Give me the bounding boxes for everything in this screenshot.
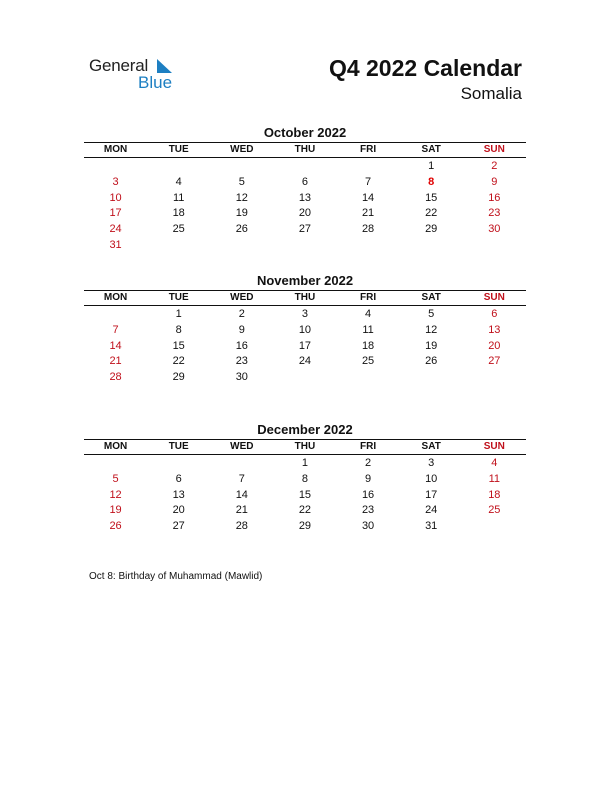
day-cell: 17 xyxy=(109,207,122,220)
week-row xyxy=(84,502,526,518)
day-cell: 11 xyxy=(172,191,185,204)
day-cell: 24 xyxy=(425,504,438,517)
day-cell: 12 xyxy=(235,191,248,204)
day-cell: 13 xyxy=(488,323,501,336)
day-cell: 1 xyxy=(301,457,308,469)
day-cell: 13 xyxy=(172,488,185,501)
country-name: Somalia xyxy=(460,84,522,103)
day-cell: 26 xyxy=(425,355,438,368)
weekday-label: SUN xyxy=(483,292,505,303)
day-cell: 5 xyxy=(238,175,245,188)
week-row xyxy=(84,322,526,338)
empty-day-cell xyxy=(84,306,147,322)
empty-day-cell xyxy=(273,158,336,174)
logo-general-text: General xyxy=(89,56,149,75)
empty-day-cell xyxy=(337,158,400,174)
day-cell: 28 xyxy=(235,520,248,533)
day-cell: 4 xyxy=(175,175,182,188)
day-cell: 9 xyxy=(365,472,372,485)
day-cell: 2 xyxy=(365,457,372,469)
weekday-label: SUN xyxy=(483,441,505,452)
weekday-label: WED xyxy=(230,292,254,303)
empty-day-cell xyxy=(337,369,400,385)
week-row xyxy=(84,353,526,369)
generalblue-logo xyxy=(89,56,209,96)
day-cell: 21 xyxy=(361,207,375,220)
empty-day-cell xyxy=(273,237,336,253)
day-cell: 11 xyxy=(488,472,501,485)
empty-day-cell xyxy=(84,455,147,471)
day-cell: 5 xyxy=(112,472,119,485)
day-cell: 25 xyxy=(361,355,375,368)
day-cell: 6 xyxy=(175,472,182,485)
day-cell: 31 xyxy=(425,520,438,533)
empty-day-cell xyxy=(463,369,526,385)
month-december xyxy=(84,421,526,534)
day-cell: 19 xyxy=(235,207,248,220)
day-cell: 26 xyxy=(109,520,122,533)
day-cell: 10 xyxy=(425,472,438,485)
day-cell: 31 xyxy=(109,238,122,251)
day-cell: 7 xyxy=(365,175,372,188)
day-cell: 19 xyxy=(425,339,438,352)
day-cell: 15 xyxy=(172,339,185,352)
day-cell: 12 xyxy=(425,323,438,336)
day-cell: 15 xyxy=(425,191,438,204)
weekday-label: TUE xyxy=(168,292,189,303)
day-cell: 27 xyxy=(172,520,185,533)
empty-day-cell xyxy=(273,369,336,385)
weekday-header xyxy=(84,439,526,455)
day-cell: 25 xyxy=(172,223,185,236)
empty-day-cell xyxy=(147,237,210,253)
month-title: November 2022 xyxy=(256,273,354,288)
day-cell: 2 xyxy=(238,308,245,320)
day-cell: 23 xyxy=(488,207,501,220)
weekday-label: SUN xyxy=(483,144,505,155)
weekday-label: MON xyxy=(103,292,128,303)
weekday-label: MON xyxy=(103,441,128,452)
day-cell: 19 xyxy=(109,504,122,517)
day-cell: 18 xyxy=(172,207,185,220)
week-row xyxy=(84,338,526,354)
day-cell: 29 xyxy=(425,223,438,236)
week-row xyxy=(84,205,526,221)
empty-day-cell xyxy=(210,158,273,174)
day-cell: 27 xyxy=(298,223,312,236)
week-row xyxy=(84,174,526,190)
day-cell: 9 xyxy=(491,175,498,188)
day-cell: 6 xyxy=(491,308,498,320)
weekday-label: SAT xyxy=(421,441,441,452)
week-row xyxy=(84,158,526,174)
page-title: Q4 2022 Calendar xyxy=(328,55,522,81)
month-title: December 2022 xyxy=(257,422,353,437)
day-cell: 30 xyxy=(488,223,501,236)
week-row xyxy=(84,237,526,253)
logo-blue-text: Blue xyxy=(138,73,173,92)
month-title: October 2022 xyxy=(263,125,347,140)
holiday-note: Oct 8: Birthday of Muhammad (Mawlid) xyxy=(89,571,263,582)
empty-day-cell xyxy=(84,158,147,174)
day-cell: 13 xyxy=(298,191,312,204)
weekday-label: WED xyxy=(230,441,254,452)
day-cell: 30 xyxy=(361,520,375,533)
day-cell: 1 xyxy=(428,160,435,172)
day-cell: 4 xyxy=(491,457,498,469)
weekday-header xyxy=(84,142,526,158)
day-cell: 6 xyxy=(301,175,308,188)
day-cell: 3 xyxy=(112,175,119,188)
month-october xyxy=(84,124,526,253)
day-cell: 16 xyxy=(361,488,375,501)
day-cell: 29 xyxy=(172,371,185,384)
day-cell: 1 xyxy=(175,308,182,320)
day-cell: 7 xyxy=(112,323,119,336)
day-cell: 2 xyxy=(491,160,498,172)
weekday-label: SAT xyxy=(421,144,441,155)
day-cell: 23 xyxy=(361,504,375,517)
day-cell: 28 xyxy=(361,223,375,236)
day-cell: 9 xyxy=(238,323,245,336)
weekday-label: THU xyxy=(294,441,316,452)
day-cell: 3 xyxy=(428,457,435,469)
weekday-header xyxy=(84,290,526,306)
empty-day-cell xyxy=(147,158,210,174)
empty-day-cell xyxy=(463,518,526,534)
day-cell: 8 xyxy=(175,323,182,336)
empty-day-cell xyxy=(147,455,210,471)
day-cell: 14 xyxy=(361,191,375,204)
week-row xyxy=(84,369,526,385)
day-cell: 22 xyxy=(298,504,312,517)
day-cell: 18 xyxy=(361,339,375,352)
day-cell: 16 xyxy=(235,339,248,352)
empty-day-cell xyxy=(337,237,400,253)
day-cell: 14 xyxy=(235,488,248,501)
weekday-label: MON xyxy=(103,144,128,155)
day-cell: 12 xyxy=(109,488,122,501)
day-cell: 3 xyxy=(301,308,308,320)
day-cell: 20 xyxy=(298,207,312,220)
weekday-label: TUE xyxy=(168,441,189,452)
day-cell: 29 xyxy=(298,520,312,533)
day-cell: 5 xyxy=(428,308,435,320)
day-cell: 17 xyxy=(298,339,312,352)
day-cell: 7 xyxy=(238,472,245,485)
weekday-label: WED xyxy=(230,144,254,155)
weekday-label: FRI xyxy=(360,144,377,155)
day-cell: 17 xyxy=(425,488,438,501)
day-cell: 14 xyxy=(109,339,122,352)
empty-day-cell xyxy=(210,237,273,253)
weekday-label: TUE xyxy=(168,144,189,155)
empty-day-cell xyxy=(400,237,463,253)
empty-day-cell xyxy=(400,369,463,385)
week-row xyxy=(84,487,526,503)
day-cell: 30 xyxy=(235,371,248,384)
day-cell: 22 xyxy=(425,207,438,220)
day-cell: 15 xyxy=(298,488,312,501)
day-cell: 10 xyxy=(109,191,122,204)
day-cell: 23 xyxy=(235,355,248,368)
day-cell: 21 xyxy=(109,355,122,368)
day-cell: 20 xyxy=(172,504,185,517)
empty-day-cell xyxy=(210,455,273,471)
day-cell: 20 xyxy=(488,339,501,352)
weekday-label: FRI xyxy=(360,441,377,452)
day-cell: 10 xyxy=(298,323,312,336)
month-november xyxy=(84,272,526,385)
week-row xyxy=(84,221,526,237)
day-cell: 28 xyxy=(109,371,122,384)
day-cell: 16 xyxy=(488,191,501,204)
week-row xyxy=(84,190,526,206)
week-row xyxy=(84,518,526,534)
day-cell: 22 xyxy=(172,355,185,368)
day-cell: 21 xyxy=(235,504,248,517)
week-row xyxy=(84,471,526,487)
day-cell: 18 xyxy=(488,488,501,501)
empty-day-cell xyxy=(463,237,526,253)
day-cell: 26 xyxy=(235,223,248,236)
logo-triangle-icon xyxy=(156,59,172,73)
day-cell: 27 xyxy=(488,355,501,368)
weekday-label: THU xyxy=(294,292,316,303)
weekday-label: THU xyxy=(294,144,316,155)
day-cell: 24 xyxy=(298,355,312,368)
day-cell: 25 xyxy=(488,504,501,517)
day-cell: 8 xyxy=(428,175,435,188)
weekday-label: SAT xyxy=(421,292,441,303)
day-cell: 24 xyxy=(109,223,122,236)
day-cell: 8 xyxy=(301,472,308,485)
weekday-label: FRI xyxy=(360,292,377,303)
day-cell: 11 xyxy=(362,323,374,336)
day-cell: 4 xyxy=(365,308,372,320)
week-row xyxy=(84,306,526,322)
week-row xyxy=(84,455,526,471)
